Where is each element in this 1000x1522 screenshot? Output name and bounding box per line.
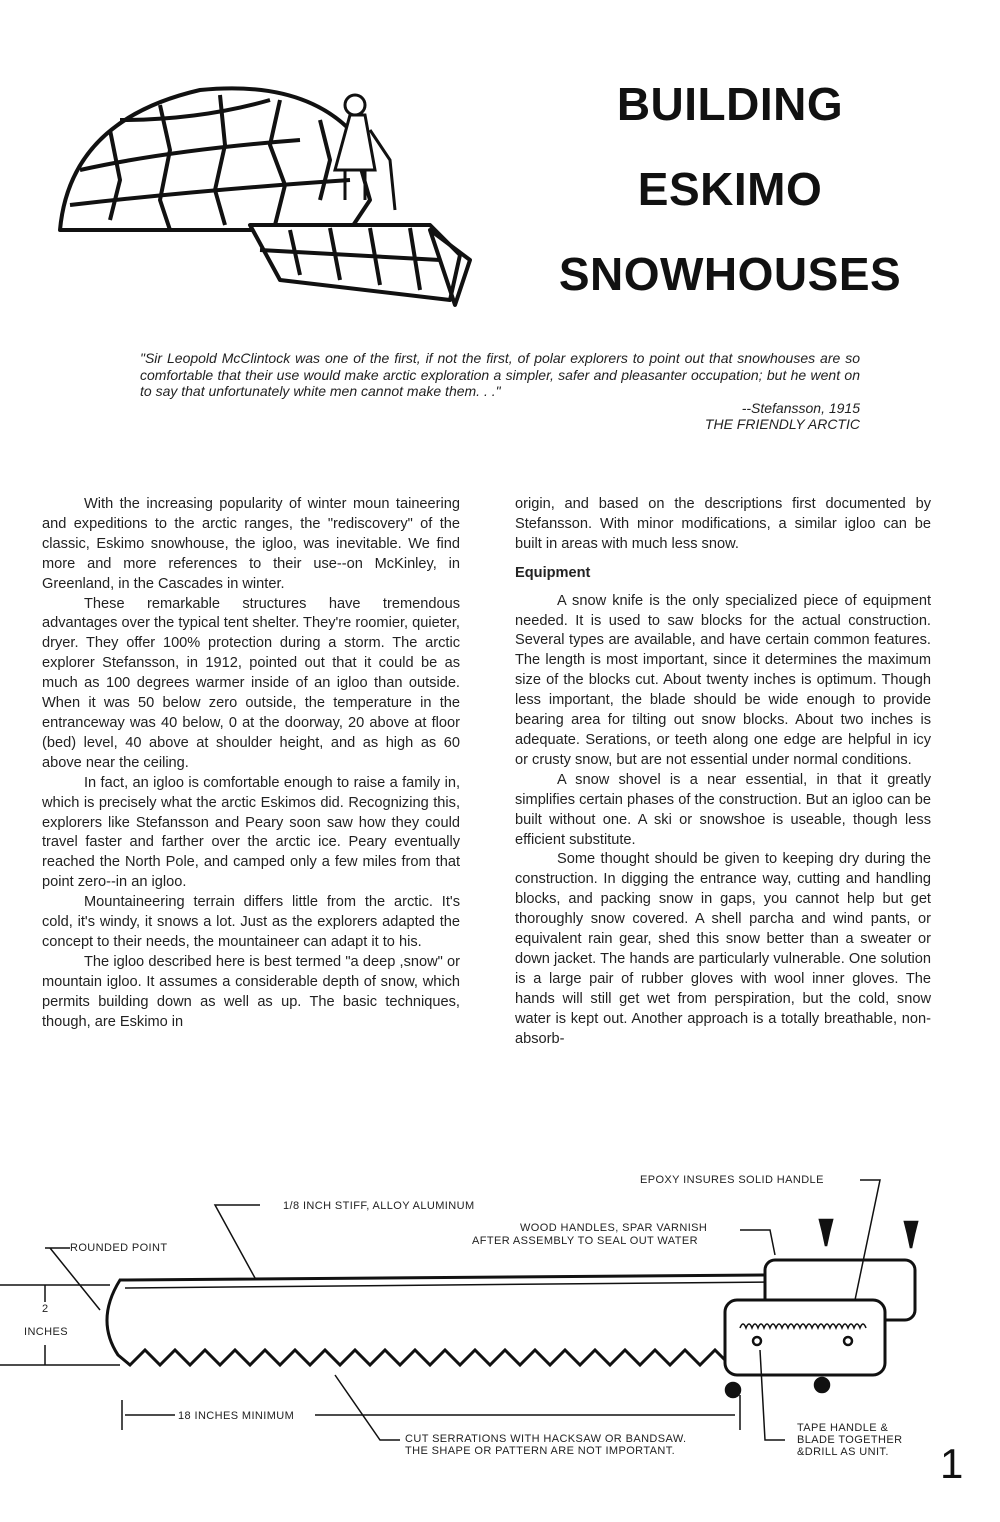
quote-author: --Stefansson, 1915 bbox=[741, 399, 860, 416]
label-alloy: 1/8 INCH STIFF, ALLOY ALUMINUM bbox=[283, 1200, 475, 1212]
left-column bbox=[42, 495, 460, 1032]
quote-text: "Sir Leopold McClintock was one of the first, if not the first, of polar explorers to point out that snowhouses are so comfortable that their use would make arctic exploration a simpler, safer and pleasanter occupation; but he went on to say that unfortunately white men cannot make them. . ." bbox=[140, 350, 860, 399]
label-18-inches: 18 INCHES MINIMUM bbox=[178, 1410, 295, 1422]
right-column bbox=[515, 495, 931, 1049]
paragraph: A snow shovel is a near essential, in that it greatly simplifies certain phases of the construction. But an igloo can be built without one. A ski or snowshoe is useable, though less efficient substitute. bbox=[515, 771, 931, 848]
quote-source: THE FRIENDLY ARCTIC bbox=[704, 416, 860, 432]
label-tape-1: TAPE HANDLE & bbox=[797, 1422, 889, 1434]
paragraph: origin, and based on the descriptions first documented by Stefansson. With minor modifications, a similar igloo can be built in areas with much less snow. bbox=[515, 496, 931, 552]
label-epoxy: EPOXY INSURES SOLID HANDLE bbox=[640, 1174, 824, 1186]
label-inches: INCHES bbox=[24, 1326, 68, 1338]
label-rounded-point: ROUNDED POINT bbox=[70, 1242, 168, 1254]
igloo-illustration bbox=[50, 60, 510, 320]
page-title bbox=[520, 62, 940, 317]
label-cut-2: THE SHAPE OR PATTERN ARE NOT IMPORTANT. bbox=[405, 1445, 676, 1457]
epigraph-quote bbox=[140, 350, 860, 433]
section-heading-equipment: Equipment bbox=[515, 564, 591, 581]
label-tape-3: &DRILL AS UNIT. bbox=[797, 1446, 889, 1458]
label-wood-1: WOOD HANDLES, SPAR VARNISH bbox=[520, 1222, 708, 1234]
label-two: 2 bbox=[42, 1303, 49, 1315]
label-tape-2: BLADE TOGETHER bbox=[797, 1434, 903, 1446]
paragraph: Mountaineering terrain differs little from the arctic. It's cold, it's windy, it snows a lot. Just as the explorers adapted the concept to their needs, the mountaineer can adapt it to his. bbox=[42, 894, 460, 950]
paragraph: Some thought should be given to keeping dry during the construction. In digging the entrance way, cutting and handling blocks, and packing snow in gaps, you cannot help but get thoroughly snow covered. A shell parcha and wind pants, or equivalent rain gear, shed this snow better than a sweater or down jacket. The hands are particularly vulnerable. One solution is a large pair of rubber gloves with wool inner gloves. The hands will still get wet from perspiration, but the cold, snow water is kept out. Another approach is a totally breathable, non-absorb- bbox=[515, 851, 931, 1047]
label-cut-1: CUT SERRATIONS WITH HACKSAW OR BANDSAW. bbox=[405, 1433, 687, 1445]
title-line-2: ESKIMO bbox=[637, 163, 823, 215]
paragraph: In fact, an igloo is comfortable enough to raise a family in, which is precisely what the arctic Eskimos did. Recognizing this, explorers like Stefansson and Peary soon saw how they could travel faster and farther over the arctic ice. Peary eventually reached the North Pole, and camped only a few miles from that point zero--in an igloo. bbox=[42, 774, 460, 891]
label-wood-2: AFTER ASSEMBLY TO SEAL OUT WATER bbox=[472, 1235, 698, 1247]
paragraph: The igloo described here is best termed "a deep ,snow" or mountain igloo. It assumes a considerable depth of snow, which permits building down as well as up. The basic techniques, though, are Eskimo in bbox=[42, 953, 460, 1030]
page-number: 1 bbox=[940, 1440, 964, 1487]
title-line-3: SNOWHOUSES bbox=[558, 248, 902, 300]
snow-knife-diagram bbox=[0, 1160, 1000, 1480]
paragraph: A snow knife is the only specialized piece of equipment needed. It is used to saw blocks for the actual construction. Several types are available, and have certain common features. The length is most important, since it determines the maximum size of the blocks cut. About twenty inches is optimum. Though less important, the blade should be wide enough to provide bearing area for tilting out snow blocks. About two inches is adequate. Serations, or teeth along one edge are helpful in icy or crusty snow, but are not essential under normal conditions. bbox=[515, 592, 931, 768]
paragraph: With the increasing popularity of winter moun taineering and expeditions to the arctic ranges, the "rediscovery" of the classic, Eskimo snowhouse, the igloo, was inevitable. We find more and more references to their use--on McKinley, in Greenland, in the Cascades in winter. bbox=[42, 496, 460, 592]
title-line-1: BUILDING bbox=[616, 78, 844, 130]
paragraph: These remarkable structures have tremendous advantages over the typical tent shelter. They're roomier, quieter, dryer. They offer 100% protection during a storm. The arctic explorer Stefansson, in 1912, pointed out that it could be as much as 100 degrees warmer inside of an igloo than outside. When it was 50 below zero outside, the temperature in the entranceway was 40 below, 0 at the doorway, 20 above at floor (bed) level, 40 above at shoulder height, and as high as 60 above near the ceiling. bbox=[42, 595, 460, 771]
